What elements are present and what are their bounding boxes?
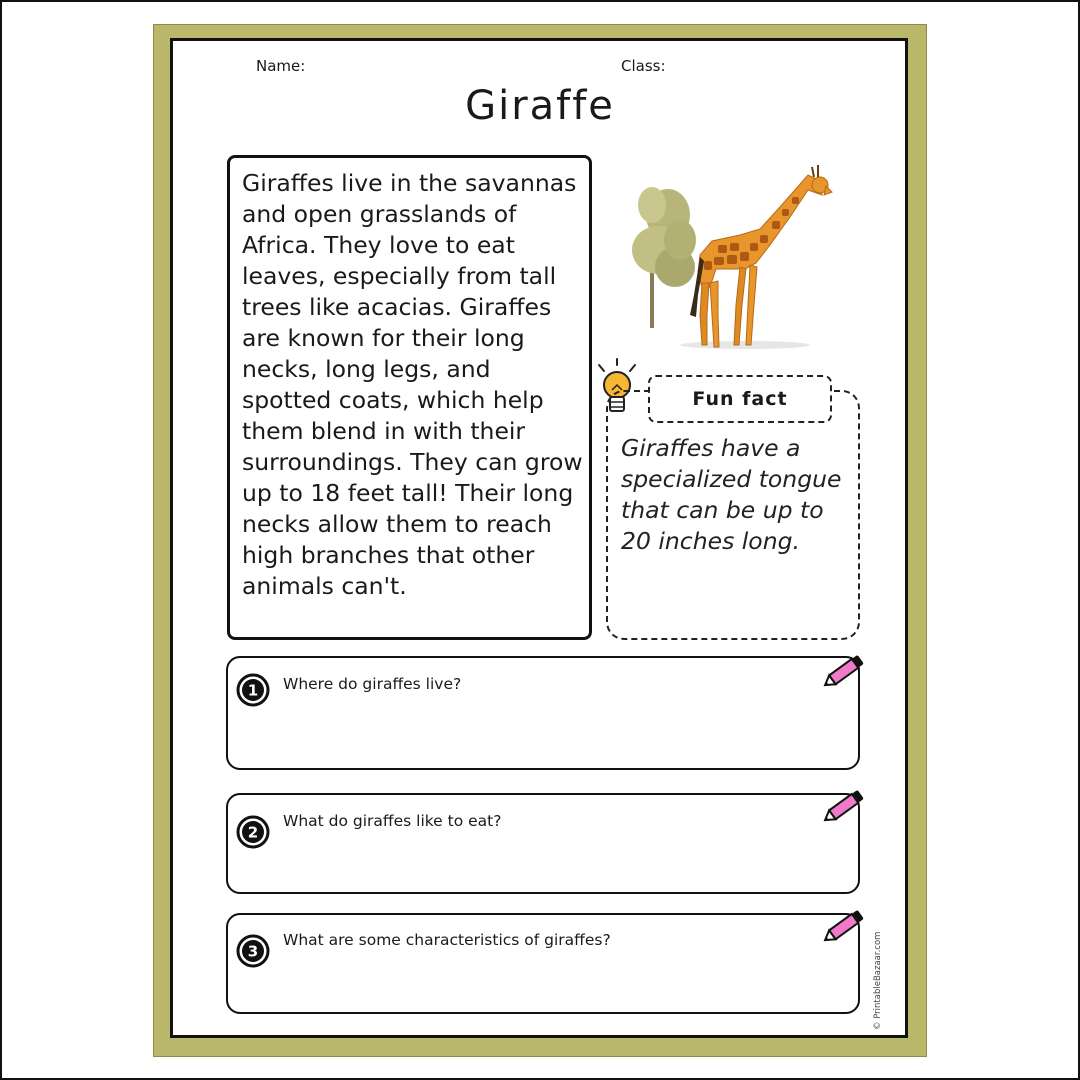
copyright-watermark: © PrintableBazaar.com (873, 931, 883, 1030)
question-3-text: What are some characteristics of giraffes? (283, 931, 611, 949)
class-label: Class: (621, 57, 666, 75)
question-1-text: Where do giraffes live? (283, 675, 462, 693)
pencil-icon (818, 905, 870, 949)
fun-fact-text: Giraffes have a specialized tongue that can be up to 20 inches long. (621, 434, 842, 555)
number-1-icon (236, 673, 270, 707)
reading-passage-box (227, 155, 592, 640)
fun-fact-label: Fun fact (648, 375, 832, 423)
question-number-2: 2 (247, 823, 259, 842)
answer-box-2[interactable] (226, 793, 860, 894)
question-2-text: What do giraffes like to eat? (283, 812, 502, 830)
reading-passage-text: Giraffes live in the savannas and open grasslands of Africa. They love to eat leaves, especially from tall trees like acacias. Giraffes are known for their long necks, long legs, and spotted coats, which help them blend in with their surroundings. They can grow up to 18 feet tall! Their long necks allow them to reach high branches that other animals can't. (242, 169, 583, 600)
page-title: Giraffe (465, 83, 615, 129)
pencil-icon (818, 650, 870, 694)
giraffe-shadow (680, 341, 810, 349)
giraffe (690, 165, 832, 347)
answer-box-3[interactable] (226, 913, 860, 1014)
number-2-icon (236, 815, 270, 849)
acacia-tree (632, 187, 696, 328)
giraffe-illustration (630, 155, 840, 355)
question-number-1: 1 (247, 681, 259, 700)
question-number-3: 3 (247, 942, 259, 961)
name-label: Name: (256, 57, 306, 75)
pencil-icon (818, 785, 870, 829)
answer-box-1[interactable] (226, 656, 860, 770)
number-3-icon (236, 934, 270, 968)
